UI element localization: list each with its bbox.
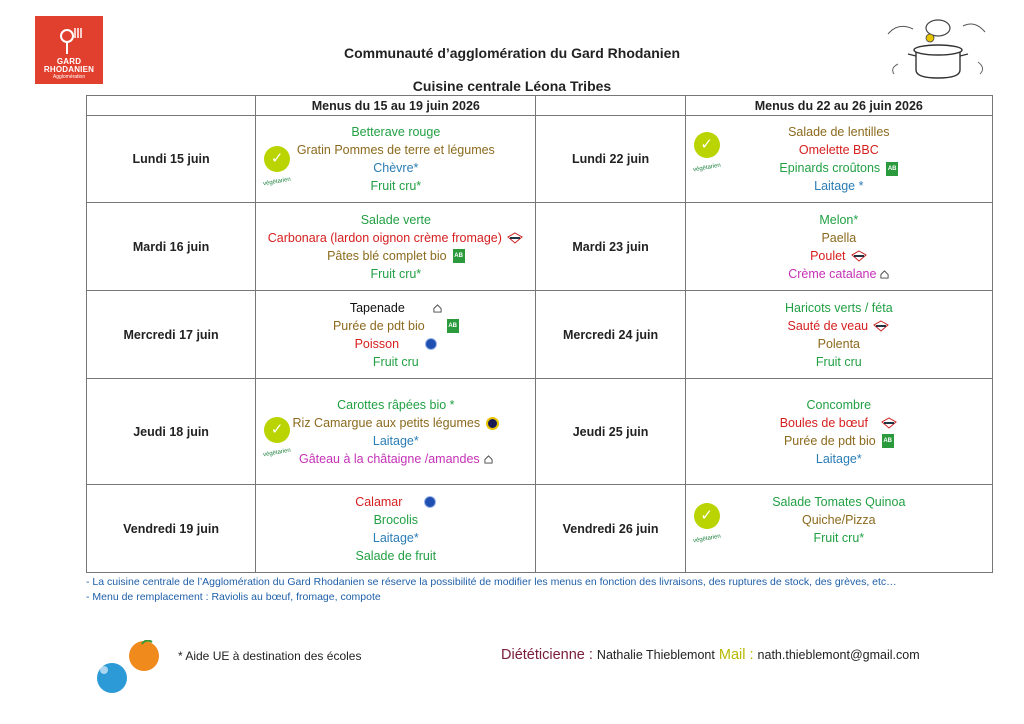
menu-item: Concombre [806,397,872,412]
menu-cell [685,203,992,291]
note-line-2: - Menu de remplacement : Raviolis au bœuf, fromage, compote [86,591,381,603]
eu-aid-note: * Aide UE à destination des écoles [178,649,362,663]
menu-item: Salade Tomates Quinoa [772,494,906,509]
menu-item: Paella [821,230,857,245]
menu-cell [256,291,536,379]
table-row [87,116,993,203]
menu-item [686,265,992,283]
menu-item: Salade verte [360,212,431,227]
homemade-icon [484,455,493,464]
menu-item [256,450,535,468]
day-label: Mardi 16 juin [87,203,256,291]
menu-cell [256,116,536,203]
label-rouge-icon [506,232,524,244]
menu-item-text: Tapenade [349,300,405,315]
vegetarian-label: végétarien [262,447,292,459]
logo-line-3: Agglomération [52,74,86,80]
menu-item: Fruit cru [372,354,419,369]
page-title: Communauté d’agglomération du Gard Rhodanien [343,45,680,61]
dietitian-contact [501,647,920,663]
day-label: Jeudi 18 juin [87,379,256,485]
menu-item: Polenta [817,336,861,351]
dietitian-label: Diététicienne : [501,647,593,663]
menu-item: Haricots verts / féta [784,300,893,315]
day-label: Lundi 15 juin [87,116,256,203]
menu-item: Melon* [819,212,859,227]
menu-item: Fruit cru [815,354,862,369]
menu-item-text: Pâtes blé complet bio [327,248,447,263]
table-row [87,485,993,573]
menu-item: Carottes râpées bio * [337,397,455,412]
menu-cell [685,116,992,203]
menu-item-text: Sauté de veau [787,318,869,333]
menu-item [256,229,535,247]
menu-item [686,159,992,177]
vegetarian-icon: ✓ végétarien [692,132,722,172]
organic-ab-icon: AB [886,162,898,176]
table-row [87,379,993,485]
menu-item-text: Calamar [355,494,403,509]
mail-label: Mail : [718,647,754,663]
menu-item [686,247,992,265]
day-label: Vendredi 26 juin [536,485,685,573]
menu-item: Chèvre* [373,161,419,175]
menu-item-text: Poulet [810,248,846,263]
organic-ab-icon: AB [447,319,459,333]
table-row [87,291,993,379]
msc-fish-icon [424,496,436,508]
menu-item-text: Riz Camargue aux petits légumes [292,415,481,430]
vegetarian-label: végétarien [692,533,721,545]
logo-line-1: GARD [56,57,82,66]
menu-item [256,317,535,335]
menu-item-spacer [686,547,992,565]
menu-item: Fruit cru* [813,530,865,545]
empty-header-cell [536,96,685,116]
week1-header: Menus du 15 au 19 juin 2026 [256,96,536,116]
menu-item: Gratin Pommes de terre et légumes [296,143,495,157]
day-label: Lundi 22 juin [536,116,685,203]
menu-item: Laitage* [815,451,862,466]
vegetarian-icon: ✓ végétarien [262,417,292,457]
menu-item-text: Gâteau à la châtaigne /amandes [298,451,480,466]
menu-item-text: Boules de bœuf [779,415,868,430]
menu-cell [685,485,992,573]
menu-item: Brocolis [373,512,419,527]
menu-item: Fruit cru* [370,266,422,281]
note-line-1: - La cuisine centrale de l’Agglomération du Gard Rhodanien se réserve la possibilité de modifier les menus en fonction des livraisons, des ruptures de stock, des grèves, etc… [86,576,897,588]
menu-item [256,335,535,353]
menu-item-text: Poisson [354,336,400,351]
menu-cell [256,379,536,485]
empty-header-cell [87,96,256,116]
vegetarian-icon: ✓ végétarien [262,146,292,186]
homemade-icon [433,304,442,313]
menu-cell [256,203,536,291]
menu-item: Laitage* [372,530,419,545]
day-label: Mercredi 24 juin [536,291,685,379]
menu-item-text: Crème catalane [788,266,877,281]
day-label: Mercredi 17 juin [87,291,256,379]
vegetarian-icon: ✓ végétarien [692,503,722,543]
menu-item [256,247,535,265]
menu-item [686,414,992,432]
menu-item-text: Carbonara (lardon oignon crème fromage) [267,230,502,245]
day-label: Jeudi 25 juin [536,379,685,485]
notes [86,575,897,605]
label-rouge-icon [850,250,868,262]
organic-ab-icon: AB [882,434,894,448]
day-label: Mardi 23 juin [536,203,685,291]
homemade-icon [880,270,889,279]
menu-item [686,432,992,450]
menu-item: Salade de lentilles [788,125,890,139]
menu-item: Fruit cru* [370,179,422,193]
menu-item: Betterave rouge [351,125,441,139]
dietitian-name: Nathalie Thieblemont [596,648,715,662]
menu-item-text: Epinards croûtons [779,161,881,175]
week-header-row [87,96,993,116]
menu-item: Quiche/Pizza [801,512,876,527]
week2-header: Menus du 22 au 26 juin 2026 [685,96,992,116]
menu-item-text: Purée de pdt bio [332,318,425,333]
vegetarian-label: végétarien [692,162,721,174]
page-subtitle: Cuisine centrale Léona Tribes [412,78,612,94]
menu-table [86,95,993,573]
fruit-program-logo [96,640,166,700]
mail-address[interactable]: nath.thieblemont@gmail.com [757,648,920,662]
menu-cell [256,485,536,573]
logo-line-2: RHODANIEN [43,65,95,74]
menu-cell [685,379,992,485]
menu-item [686,317,992,335]
menu-cell [685,291,992,379]
menu-item [256,493,535,511]
msc-fish-icon [425,338,437,350]
igp-icon [486,417,499,430]
menu-item [256,414,535,432]
label-rouge-icon [872,320,890,332]
table-row [87,203,993,291]
label-rouge-icon [880,417,898,429]
menu-item-text: Purée de pdt bio [783,433,876,448]
organic-ab-icon: AB [453,249,465,263]
menu-item [256,299,535,317]
menu-item: Salade de fruit [355,548,437,563]
day-label: Vendredi 19 juin [87,485,256,573]
vegetarian-label: végétarien [262,176,292,188]
menu-item: Laitage* [372,433,419,448]
menu-item: Omelette BBC [798,143,879,157]
menu-item: Laitage * [814,179,864,193]
